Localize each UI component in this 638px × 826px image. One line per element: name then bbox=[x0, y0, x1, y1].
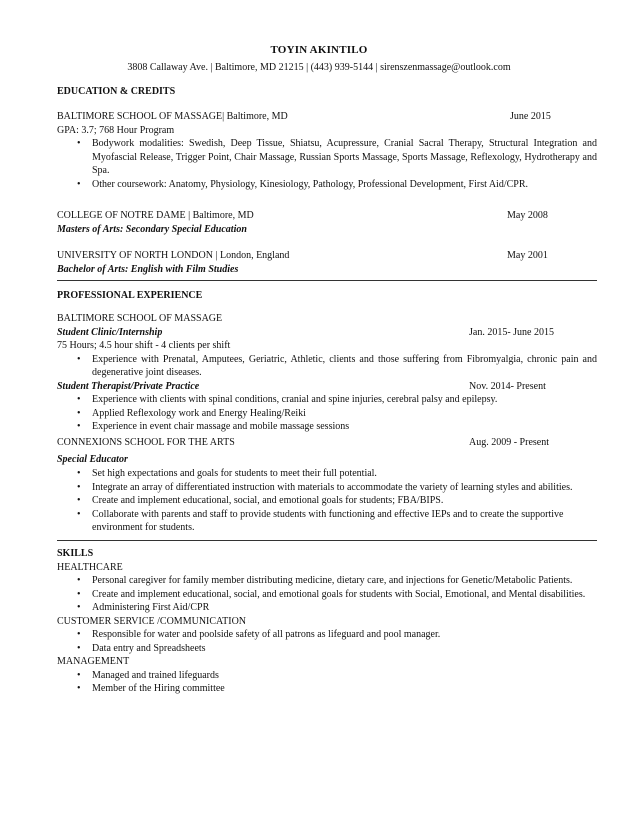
school-name: UNIVERSITY OF NORTH LONDON | London, England bbox=[57, 250, 290, 261]
role-bullets bbox=[57, 467, 597, 535]
education-school-2 bbox=[57, 209, 597, 236]
list-item: • Experience with clients with spinal conditions, cranial and spine injuries, cerebral palsy and epilepsy. bbox=[57, 393, 597, 407]
experience-org-1 bbox=[57, 312, 597, 434]
list-item: • Experience in event chair massage and mobile massage sessions bbox=[57, 420, 597, 434]
list-item: • Create and implement educational, social, and emotional goals for students; FBA/BIPS. bbox=[57, 494, 597, 508]
school-date: May 2001 bbox=[507, 250, 548, 261]
skills-heading: SKILLS bbox=[57, 548, 94, 559]
role-date: Nov. 2014- Present bbox=[469, 380, 546, 392]
school-date: May 2008 bbox=[507, 210, 548, 221]
education-heading: EDUCATION & CREDITS bbox=[57, 86, 176, 97]
role-title: Student Clinic/Internship bbox=[57, 326, 163, 338]
role-bullets bbox=[57, 393, 597, 434]
org-name: BALTIMORE SCHOOL OF MASSAGE bbox=[57, 313, 223, 324]
list-item: • Applied Reflexology work and Energy Healing/Reiki bbox=[57, 407, 597, 421]
school-date: June 2015 bbox=[510, 111, 551, 122]
list-item: • Set high expectations and goals for students to meet their full potential. bbox=[57, 467, 597, 481]
education-section bbox=[57, 85, 597, 99]
role-bullets bbox=[57, 353, 597, 380]
school-detail: GPA: 3.7; 768 Hour Program bbox=[57, 124, 175, 136]
skills-bullets bbox=[57, 669, 597, 696]
school-name: COLLEGE OF NOTRE DAME | Baltimore, MD bbox=[57, 210, 254, 221]
list-item: • Create and implement educational, social, and emotional goals for students with Social, Emotional, and Mental disabilities. bbox=[57, 588, 597, 602]
list-item: • Managed and trained lifeguards bbox=[57, 669, 597, 683]
skills-group-title: CUSTOMER SERVICE /COMMUNICATION bbox=[57, 615, 247, 627]
section-divider bbox=[57, 540, 597, 541]
role-date: Jan. 2015- June 2015 bbox=[469, 326, 554, 338]
org-date: Aug. 2009 - Present bbox=[469, 437, 549, 448]
list-item: • Member of the Hiring committee bbox=[57, 682, 597, 696]
education-school-3 bbox=[57, 249, 597, 276]
resume-name: TOYIN AKINTILO bbox=[270, 44, 368, 56]
skills-group-title: HEALTHCARE bbox=[57, 561, 123, 573]
experience-heading: PROFESSIONAL EXPERIENCE bbox=[57, 290, 203, 301]
list-item: • Collaborate with parents and staff to provide students with functioning and effective IEPs and to create the supportive environment for students. bbox=[57, 508, 597, 535]
skills-section bbox=[57, 547, 597, 696]
skills-bullets bbox=[57, 628, 597, 655]
contact-line: 3808 Callaway Ave. | Baltimore, MD 21215 | (443) 939-5144 | sirenszenmassage@outlook.com bbox=[127, 62, 511, 73]
school-name: BALTIMORE SCHOOL OF MASSAGE| Baltimore, MD bbox=[57, 111, 288, 122]
list-item: • Other coursework: Anatomy, Physiology, Kinesiology, Pathology, Professional Development, First Aid/CPR. bbox=[57, 178, 597, 192]
list-item: • Bodywork modalities: Swedish, Deep Tissue, Shiatsu, Acupressure, Cranial Sacral Therapy, Structural Integration and Myofascial Release, Trigger Point, Chair Massage, Russian Sports Massage, Sports Massage, Reflexology, Hydrotherapy and Spa. bbox=[57, 137, 597, 178]
list-item: • Integrate an array of differentiated instruction with materials to accommodate the variety of learning styles and abilities. bbox=[57, 481, 597, 495]
degree: Bachelor of Arts: English with Film Studies bbox=[57, 263, 239, 275]
school-bullets bbox=[57, 137, 597, 191]
list-item: • Responsible for water and poolside safety of all patrons as lifeguard and pool manager. bbox=[57, 628, 597, 642]
list-item: • Experience with Prenatal, Amputees, Geriatric, Athletic, clients and those suffering from Fibromyalgia, chronic pain and degenerative joint diseases. bbox=[57, 353, 597, 380]
skills-group-title: MANAGEMENT bbox=[57, 656, 130, 667]
experience-org-2 bbox=[57, 436, 597, 535]
education-school-1 bbox=[57, 110, 597, 191]
org-name: CONNEXIONS SCHOOL FOR THE ARTS bbox=[57, 437, 235, 448]
role-title: Student Therapist/Private Practice bbox=[57, 380, 200, 392]
list-item: • Administering First Aid/CPR bbox=[57, 601, 597, 615]
experience-section bbox=[57, 289, 597, 303]
role-detail: 75 Hours; 4.5 hour shift - 4 clients per shift bbox=[57, 340, 231, 351]
list-item: • Data entry and Spreadsheets bbox=[57, 642, 597, 656]
role-title: Special Educator bbox=[57, 453, 128, 465]
list-item: • Personal caregiver for family member distributing medicine, dietary care, and injections for Genetic/Metabolic Patients. bbox=[57, 574, 597, 588]
degree: Masters of Arts: Secondary Special Education bbox=[57, 223, 247, 235]
skills-bullets bbox=[57, 574, 597, 615]
section-divider bbox=[57, 280, 597, 281]
